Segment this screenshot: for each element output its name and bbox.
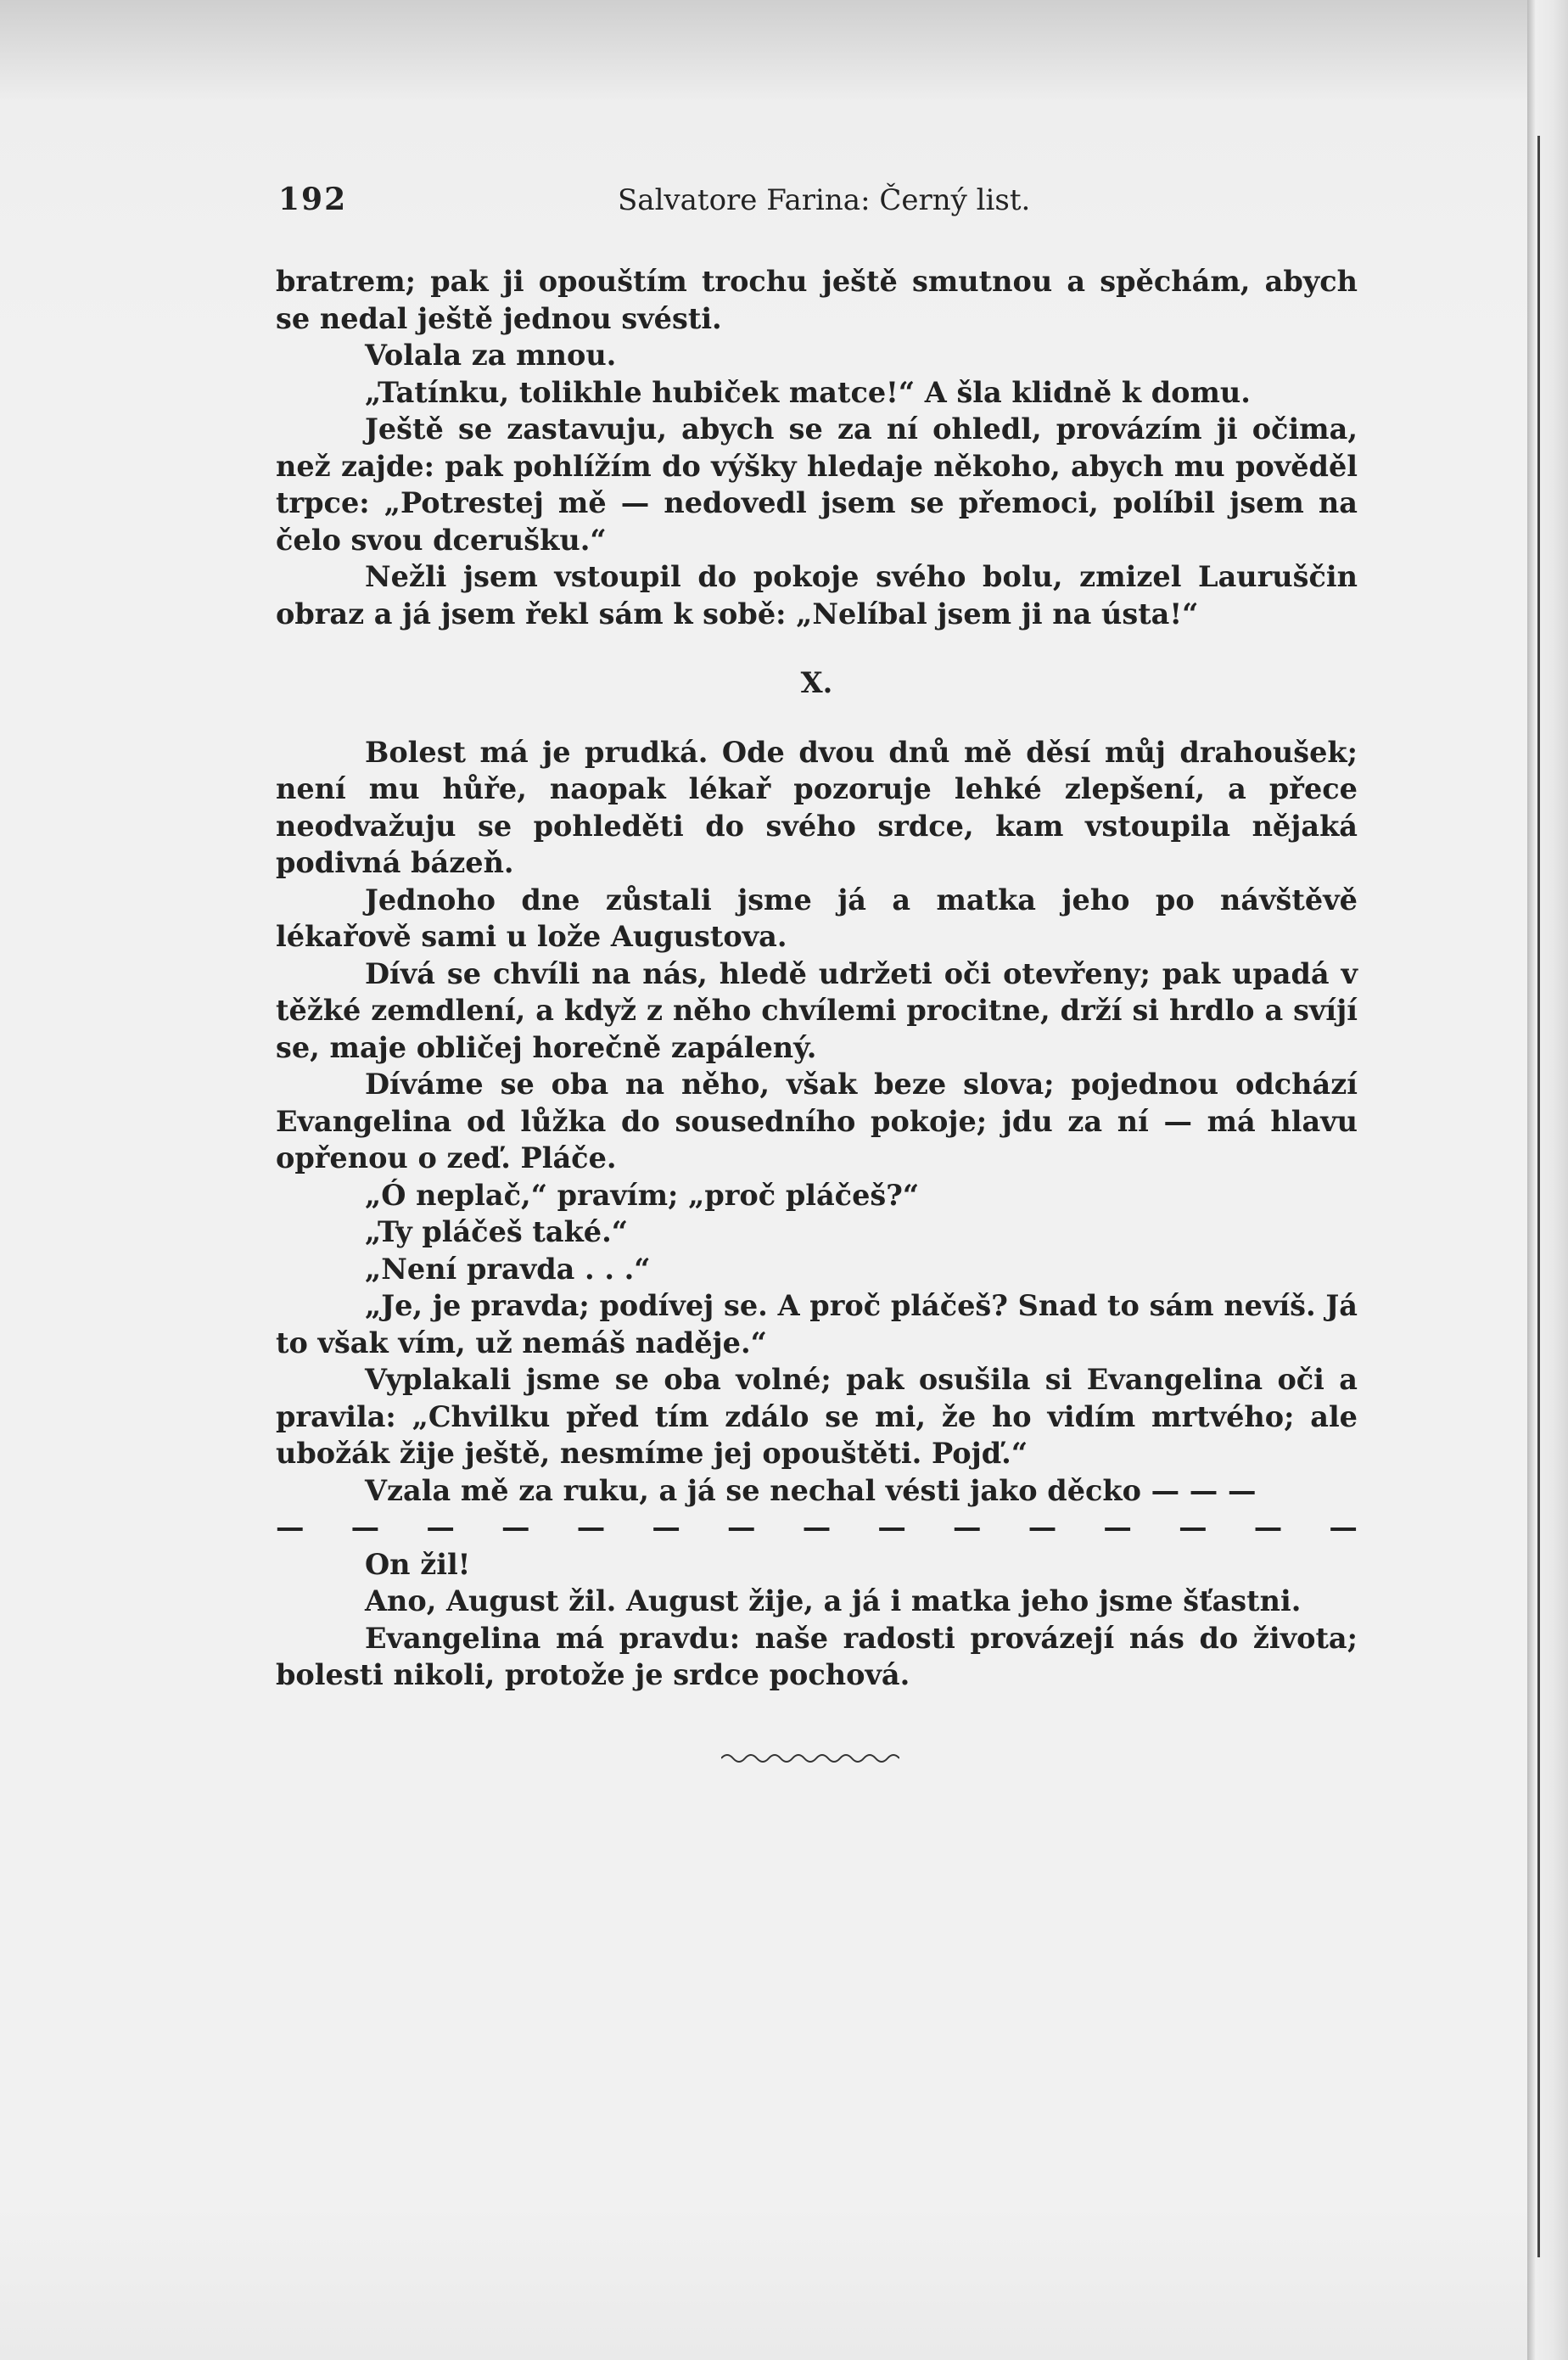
dash: — <box>802 1511 832 1544</box>
paragraph: „Ty pláčeš také.“ <box>365 1215 629 1248</box>
dash-row <box>276 1509 1358 1546</box>
dash: — <box>1253 1511 1283 1544</box>
page-header <box>278 182 1356 229</box>
page-edge <box>1527 0 1568 2360</box>
dash: — <box>501 1511 530 1544</box>
dash: — <box>953 1511 982 1544</box>
dash: — <box>1179 1511 1207 1544</box>
wavy-ornament-icon <box>721 1748 899 1765</box>
dash: — <box>276 1511 305 1544</box>
paragraph: Volala za mnou. <box>365 339 617 372</box>
binding-line <box>1537 136 1540 2257</box>
paragraph: Nežli jsem vstoupil do pokoje svého bolu, zmizel Lauruščin obraz a já jsem řekl sám k sobě: „Nelíbal jsem ji na ústa!“ <box>276 560 1358 631</box>
dash: — <box>727 1511 756 1544</box>
paragraph: Jednoho dne zůstali jsme já a matka jeho po návštěvě lékařově sami u lože Augustova. <box>276 883 1358 953</box>
paragraph: Vzala mě za ruku, a já se nechal vésti jako děcko — — — <box>365 1473 1257 1507</box>
paragraph: Evangelina má pravdu: naše radosti provázejí nás do života; bolesti nikoli, protože je srdce pochová. <box>276 1621 1358 1691</box>
page-number: 192 <box>278 182 348 217</box>
dash: — <box>652 1511 680 1544</box>
dash: — <box>576 1511 606 1544</box>
dash: — <box>1103 1511 1132 1544</box>
paragraph: On žil! <box>365 1547 471 1581</box>
dash: — <box>426 1511 455 1544</box>
section-heading: X. <box>800 666 833 699</box>
running-title: Salvatore Farina: Černý list. <box>618 183 1031 217</box>
dash: — <box>1028 1511 1057 1544</box>
paragraph: Bolest má je prudká. Ode dvou dnů mě děsí můj drahoušek; není mu hůře, naopak lékař pozoruje lehké zlepšení, a přece neodvažuju se pohleděti do svého srdce, kam vstoupila nějaká podivná bázeň. <box>276 735 1358 879</box>
body-text <box>276 263 1358 1694</box>
paragraph: „Ó neplač,“ pravím; „proč pláčeš?“ <box>365 1178 920 1212</box>
dash: — <box>877 1511 906 1544</box>
paragraph: „Není pravda . . .“ <box>365 1252 651 1286</box>
paragraph: Ještě se zastavuju, abych se za ní ohledl, provázím ji očima, než zajde: pak pohlížím do výšky hledaje někoho, abych mu pověděl trpce: „Potrestej mě — nedovedl jsem se přemoci, políbil jsem na čelo svou dcerušku.“ <box>276 412 1358 557</box>
paragraph: Dívá se chvíli na nás, hledě udržeti oči otevřeny; pak upadá v těžké zemdlení, a když z něho chvílemi procitne, drží si hrdlo a svíjí se, maje obličej horečně zapálený. <box>276 956 1358 1064</box>
dash: — <box>1329 1511 1358 1544</box>
paragraph: „Je, je pravda; podívej se. A proč pláčeš? Snad to sám nevíš. Já to však vím, už nemáš naděje.“ <box>276 1289 1358 1359</box>
paragraph: Vyplakali jsme se oba volné; pak osušila si Evangelina oči a pravila: „Chvilku před tím zdálo se mi, že ho vidím mrtvého; ale ubožák žije ještě, nesmíme jej opouštěti. Pojď.“ <box>276 1363 1358 1470</box>
dash: — <box>350 1511 380 1544</box>
paragraph: Díváme se oba na něho, však beze slova; pojednou odchází Evangelina od lůžka do sousedního pokoje; jdu za ní — má hlavu opřenou o zeď. Pláče. <box>276 1068 1358 1174</box>
paragraph: „Tatínku, tolikhle hubiček matce!“ A šla klidně k domu. <box>365 375 1251 409</box>
paragraph: bratrem; pak ji opouštím trochu ještě smutnou a spěchám, abych se nedal ještě jednou svésti. <box>276 265 1358 335</box>
paragraph: Ano, August žil. August žije, a já i matka jeho jsme šťastni. <box>365 1584 1302 1617</box>
